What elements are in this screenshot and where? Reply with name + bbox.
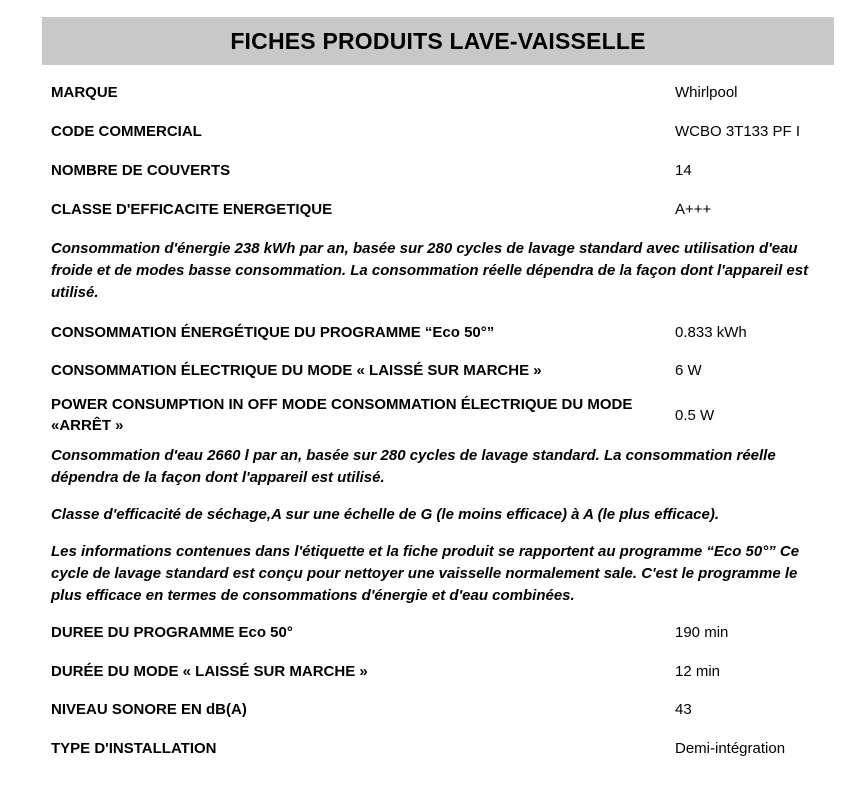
spec-value: Whirlpool xyxy=(675,84,738,101)
spec-value: 6 W xyxy=(675,361,702,379)
product-sheet xyxy=(42,17,834,767)
spec-value: 43 xyxy=(675,701,692,718)
spec-label: DURÉE DU MODE « LAISSÉ SUR MARCHE » xyxy=(51,662,368,680)
spec-row-left-on-duration xyxy=(51,652,834,690)
spec-value: 14 xyxy=(675,162,692,179)
spec-label: CONSOMMATION ÉLECTRIQUE DU MODE « LAISSÉ SUR MARCHE » xyxy=(51,361,542,379)
page-title: FICHES PRODUITS LAVE-VAISSELLE xyxy=(42,17,834,65)
spec-list xyxy=(42,73,834,767)
spec-value: Demi-intégration xyxy=(675,739,786,757)
spec-label: CONSOMMATION ÉNERGÉTIQUE DU PROGRAMME “Eco 50°” xyxy=(51,323,495,341)
spec-value: WCBO 3T133 PF I xyxy=(675,123,801,140)
spec-row-brand xyxy=(51,73,834,112)
spec-value: 12 min xyxy=(675,662,721,680)
spec-row-eco-energy xyxy=(51,313,834,351)
spec-row-model-code xyxy=(51,112,834,151)
spec-row-energy-class xyxy=(51,190,834,229)
spec-label: NOMBRE DE COUVERTS xyxy=(51,162,231,179)
spec-row-left-on-power xyxy=(51,351,834,389)
spec-row-place-settings xyxy=(51,151,834,190)
spec-row-installation-type xyxy=(51,729,834,767)
spec-label: MARQUE xyxy=(51,84,118,101)
note-drying-class: Classe d'efficacité de séchage,A sur une échelle de G (le moins efficace) à A (le plus efficace). xyxy=(51,506,720,523)
note-water-consumption: Consommation d'eau 2660 l par an, basée sur 280 cycles de lavage standard. La consommation réelle dépendra de la façon dont l'appareil est utilisé. xyxy=(51,447,776,486)
spec-label: DUREE DU PROGRAMME Eco 50° xyxy=(51,624,293,641)
spec-value: 0.833 kWh xyxy=(675,323,747,341)
spec-row-noise-level xyxy=(51,690,834,729)
spec-row-off-mode-power xyxy=(51,389,834,441)
spec-label: POWER CONSUMPTION IN OFF MODE CONSOMMATION ÉLECTRIQUE DU MODE «ARRÊT » xyxy=(51,396,633,434)
spec-value: 0.5 W xyxy=(675,406,715,424)
note-energy-consumption: Consommation d'énergie 238 kWh par an, basée sur 280 cycles de lavage standard avec utilisation d'eau froide et de modes basse consommation. La consommation réelle dépendra de la façon dont l'appareil est utilisé. xyxy=(51,240,809,301)
spec-value: 190 min xyxy=(675,624,729,641)
spec-value: A+++ xyxy=(675,201,712,218)
spec-label: TYPE D'INSTALLATION xyxy=(51,739,217,757)
spec-label: CODE COMMERCIAL xyxy=(51,123,202,140)
spec-label: CLASSE D'EFFICACITE ENERGETIQUE xyxy=(51,201,333,218)
spec-label: NIVEAU SONORE EN dB(A) xyxy=(51,701,247,718)
note-eco-program: Les informations contenues dans l'étiquette et la fiche produit se rapportent au programme “Eco 50°” Ce cycle de lavage standard est conçu pour nettoyer une vaisselle normalement sale. C'est le programme le plus efficace en termes de consommations d'énergie et d'eau combinées. xyxy=(51,543,800,604)
spec-row-program-duration xyxy=(51,613,834,652)
